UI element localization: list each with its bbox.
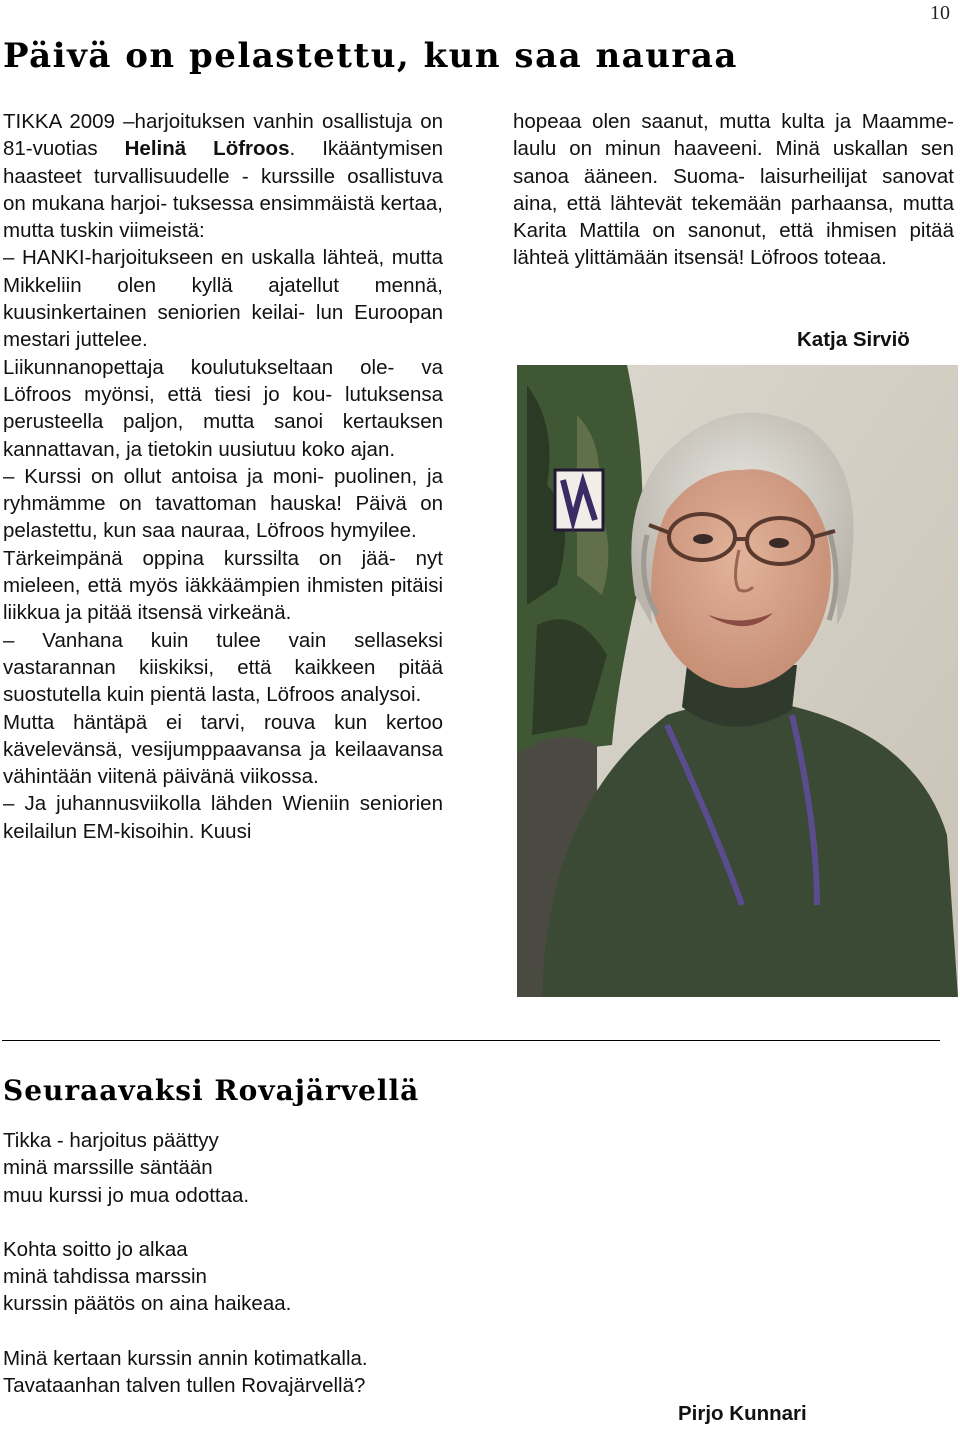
portrait-illustration (517, 365, 958, 997)
poem-body (3, 1127, 603, 1426)
text-line: virkeänä. (208, 601, 292, 625)
article-right-column (513, 108, 954, 272)
poem-title: Seuraavaksi Rovajärvellä (3, 1074, 420, 1107)
article-left-column (3, 108, 443, 845)
page-number: 10 (930, 2, 950, 24)
text-line: uskallan sen sanoa ääneen. Suoma- (513, 137, 954, 188)
text-line: osallistuja on 81-vuotias Helinä Löfroos. (3, 110, 444, 161)
text-line: Tärkeimpänä oppina kurssilta on jää- (3, 546, 396, 570)
text-line: nyt mieleen, että myös iäkkäämpien (3, 546, 443, 598)
paragraph-quote-4 (3, 790, 443, 845)
section-divider (2, 1040, 940, 1041)
text-line: Ikääntymisen haasteet turvallisuudelle - (3, 137, 444, 188)
text-line: viikossa. (240, 765, 319, 789)
poem-line: Tavataanhan talven tullen Rovajärvellä? (3, 1374, 366, 1398)
text-line: suostutella kuin pientä lasta, Löfroos (3, 683, 335, 707)
paragraph-teacher (3, 354, 443, 463)
poem-stanza (3, 1236, 603, 1318)
text-line: – HANKI-harjoitukseen en uskalla (3, 246, 316, 270)
text-line: seniorien keilailun EM-kisoihin. Kuusi (3, 792, 443, 843)
text-line: ihmisten pitäisi liikkua ja pitää itsensä (3, 574, 443, 625)
text-line: – Vanhana kuin tulee vain sellaseksi (3, 628, 443, 652)
poem-line: minä tahdissa marssin (3, 1265, 207, 1289)
text-line: mennä, kuusinkertainen seniorien keilai- (3, 273, 443, 325)
text-line: kertoo kävelevänsä, vesijumppaavansa ja (3, 710, 443, 761)
paragraph-continuation (513, 108, 954, 272)
paragraph-quote-2 (3, 463, 443, 545)
text-line: sanoi kertauksen kannattavan, ja tietokin (3, 410, 444, 461)
poem-line: kurssin päätös on aina haikeaa. (3, 1292, 292, 1316)
text-line: tuskin viimeistä: (59, 219, 205, 243)
text-line: on sanonut, että ihmisen pitää lähteä (513, 219, 954, 270)
poem-line: minä marssille säntään (3, 1156, 213, 1180)
poem-stanza (3, 1127, 603, 1209)
text-line: Liikunnanopettaja koulutukseltaan ole- (3, 355, 395, 379)
poem-line: Tikka - harjoitus päättyy (3, 1129, 219, 1152)
text-line: keilaavansa vähintään viitenä päivänä (3, 737, 443, 789)
text-line: tekemään parhaansa, mutta Karita Mattila (513, 191, 954, 243)
paragraph-quote-3 (3, 627, 443, 709)
text-line: tuksessa ensimmäistä kertaa, mutta (3, 191, 443, 243)
text-line: Maamme-laulu on minun haaveeni. Minä (513, 110, 954, 161)
text-line: – Ja juhannusviikolla lähden Wieniin (3, 792, 350, 816)
poem-line: Kohta soitto jo alkaa (3, 1237, 188, 1261)
text-line: lun Euroopan mestari juttelee. (3, 301, 444, 352)
text-line: va Löfroos myönsi, että tiesi jo kou- (3, 355, 443, 406)
text-line: analysoi. (340, 683, 422, 707)
text-line: TIKKA 2009 –harjoituksen vanhin (3, 110, 314, 133)
text-line: nauraa, Löfroos hymyilee. (180, 519, 417, 543)
text-line: puolinen, ja ryhmämme on tavattoman (3, 464, 443, 516)
portrait-photo (517, 365, 958, 997)
paragraph-lesson (3, 545, 443, 627)
text-line: kurssille osallistuva on mukana harjoi- (3, 164, 443, 215)
text-line: – Kurssi on ollut antoisa ja moni- (3, 464, 325, 488)
paragraph-intro (3, 108, 443, 244)
text-line: ylittämään itsensä! Löfroos toteaa. (574, 246, 887, 270)
poem-line: Minä kertaan kurssin annin kotimatkalla. (3, 1346, 368, 1370)
text-line: hopeaa olen saanut, mutta kulta ja (513, 110, 852, 133)
poem-line: muu kurssi jo mua odottaa. (3, 1183, 250, 1207)
text-line: uusiutuu koko ajan. (218, 437, 396, 461)
paragraph-activity (3, 709, 443, 791)
text-line: Mutta häntäpä ei tarvi, rouva kun (3, 710, 368, 734)
text-line: laisurheilijat sanovat aina, että lähtevät (513, 164, 954, 215)
poem-author: Pirjo Kunnari (678, 1402, 807, 1425)
text-line: lähteä, mutta Mikkeliin olen kyllä ajatellut (3, 246, 443, 297)
article-author: Katja Sirviö (797, 328, 910, 351)
text-line: hauska! Päivä on pelastettu, kun saa (3, 492, 444, 543)
article-title: Päivä on pelastettu, kun saa nauraa (3, 36, 738, 76)
text-line: lutuksensa perusteella paljon, mutta (3, 382, 443, 434)
poem-stanza (3, 1345, 603, 1400)
paragraph-quote-1 (3, 244, 443, 353)
text-line: vastarannan kiiskiksi, että kaikkeen pitää (3, 655, 443, 679)
